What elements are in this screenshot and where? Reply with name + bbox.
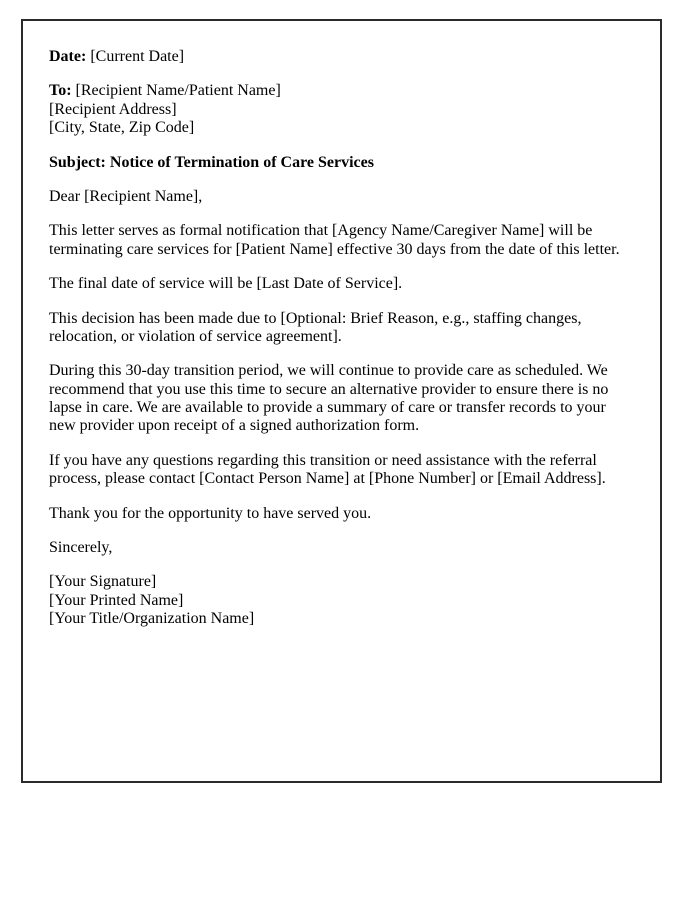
closing: Sincerely, — [49, 539, 113, 557]
signature-line: [Your Signature] — [49, 573, 157, 591]
salutation: Dear [Recipient Name], — [49, 187, 203, 205]
recipient-name: [Recipient Name/Patient Name] — [75, 82, 281, 100]
recipient-city-state-zip: [City, State, Zip Code] — [49, 119, 195, 137]
signature-block — [49, 573, 630, 628]
date-label: Date: — [49, 48, 87, 65]
to-label: To: — [49, 82, 72, 100]
title-organization-line: [Your Title/Organization Name] — [49, 610, 255, 628]
letter-frame — [21, 19, 662, 783]
to-block — [49, 82, 630, 137]
body-paragraph-questions: If you have any questions regarding this transition or need assistance with the referral process, please contact [Contact Person Name] at [Phone Number] or [Email Address]. — [49, 451, 606, 488]
date-line — [49, 48, 630, 66]
body-paragraph-transition: During this 30-day transition period, we will continue to provide care as scheduled. We recommend that you use this time to secure an alternative provider to ensure there is no lapse in care. We are available to provide a summary of care or transfer records to your new provider upon receipt of a signed authorization form. — [49, 362, 609, 435]
subject-line — [49, 154, 630, 172]
recipient-address: [Recipient Address] — [49, 100, 177, 118]
body-paragraph-thanks: Thank you for the opportunity to have served you. — [49, 504, 372, 522]
body-paragraph-notification: This letter serves as formal notification that [Agency Name/Caregiver Name] will be terminating care services for [Patient Name] effective 30 days from the date of this letter. — [49, 222, 620, 258]
to-line — [49, 82, 630, 100]
date-value: [Current Date] — [90, 48, 185, 65]
body-paragraph-final-date: The final date of service will be [Last Date of Service]. — [49, 275, 403, 293]
subject-text: Subject: Notice of Termination of Care Services — [49, 153, 374, 171]
body-paragraph-reason: This decision has been made due to [Optional: Brief Reason, e.g., staffing changes, relocation, or violation of service agreement]. — [49, 309, 582, 345]
printed-name-line: [Your Printed Name] — [49, 591, 184, 609]
